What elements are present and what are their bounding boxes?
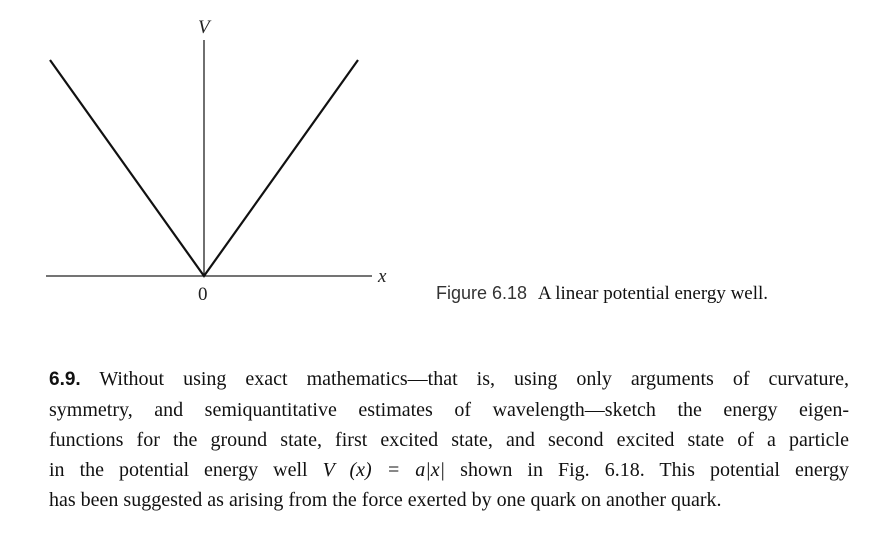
problem-line-1 <box>49 364 849 395</box>
problem-line-2: symmetry, and semiquantitative estimates of wavelength—sketch the energy eigen- <box>49 399 849 421</box>
figure-caption-text: A linear potential energy well. <box>537 283 769 304</box>
problem-text-4a: in the potential energy well <box>49 459 308 481</box>
problem-text-4b: shown in Fig. 6.18. This potential energy <box>460 459 850 481</box>
problem-line-5: has been suggested as arising from the force exerted by one quark on another quark. <box>49 489 722 511</box>
problem-number: 6.9. <box>49 369 81 390</box>
figure-number: Figure 6.18 <box>436 283 528 303</box>
origin-tick-label: 0 <box>198 284 208 305</box>
y-axis-label: V <box>198 17 210 38</box>
problem-statement <box>49 364 849 515</box>
figure-caption <box>436 283 768 305</box>
x-axis-label: x <box>378 266 387 287</box>
potential-well-figure <box>0 0 420 320</box>
problem-text-1: Without using exact mathematics—that is, using only arguments of curvature, <box>99 368 849 390</box>
potential-equation: V (x) = a|x| <box>322 459 446 481</box>
problem-line-3: functions for the ground state, first excited state, and second excited state of a particle <box>49 429 849 451</box>
problem-line-4 <box>49 455 849 485</box>
